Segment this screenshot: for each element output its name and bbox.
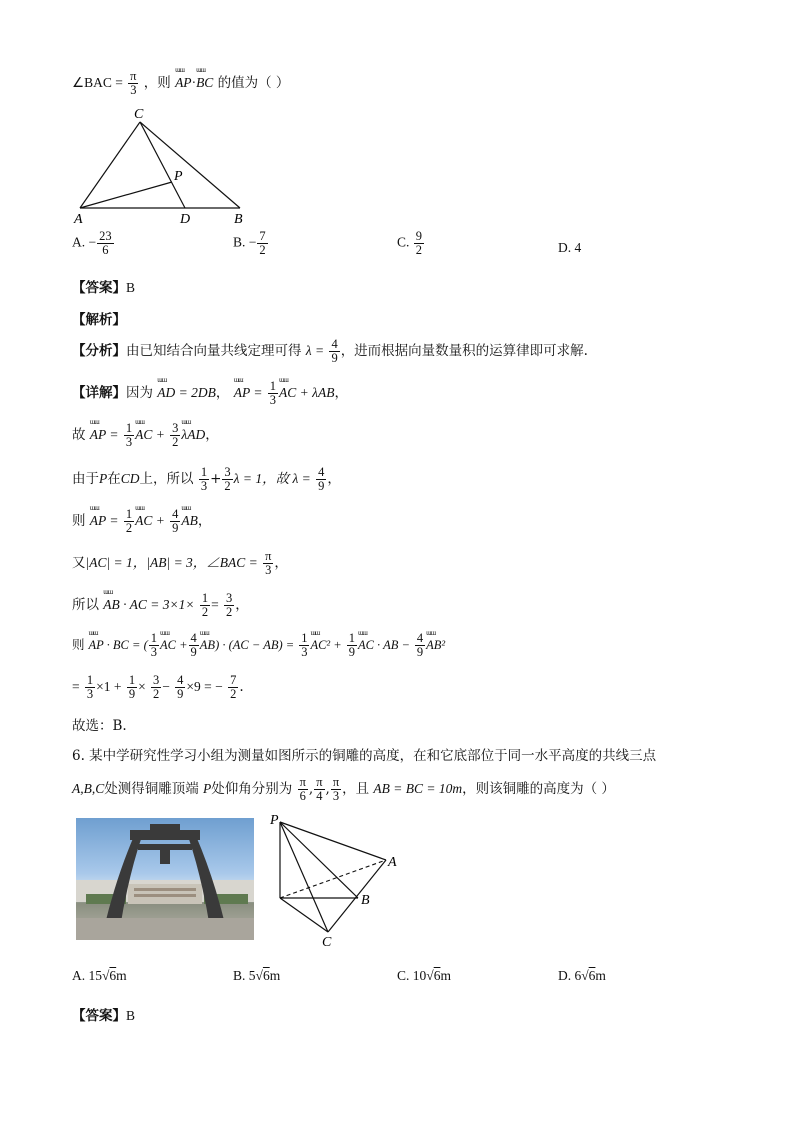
q5-detail-line-6 <box>72 592 249 619</box>
q6-stem-line-1: 6. 某中学研究性学习小组为测量如图所示的铜雕的高度，在和它底部位于同一水平高度的共线三点 <box>72 748 657 764</box>
q5-segment-ap <box>80 182 172 208</box>
q5-l3-f: λ = 1，故 λ = <box>233 471 311 486</box>
q5-detail-line-1 <box>72 380 348 407</box>
q5-detail-line-8 <box>72 674 244 701</box>
q5-l7-frac5: $\frac{4}{9}$ <box>416 631 424 659</box>
q6-label-a: A <box>388 855 397 870</box>
q5-l5-c: ， <box>274 555 288 571</box>
sculpture-photo <box>76 818 254 940</box>
q6-option-b[interactable]: B. 5√6m <box>233 968 281 983</box>
q5-segment-cd <box>140 122 185 208</box>
q6-l2-d: 处仰角分别为 <box>211 781 293 797</box>
q5-l8-a: = <box>72 679 80 694</box>
q5-fenxi-text: 由已知结合向量共线定理可得 <box>126 343 302 359</box>
q6-l2-g: ，则该铜雕的高度为（ ） <box>462 781 615 797</box>
q5-option-d-letter: D. <box>558 240 572 255</box>
q5-edge-cb <box>140 122 240 208</box>
q5-choose: 故选：B. <box>72 718 127 734</box>
q5-detail-tag: 【详解】 <box>72 385 126 401</box>
q5-option-d-text: 4 <box>574 240 582 255</box>
q5-l5-b: |AC| = 1，|AB| = 3，∠BAC = <box>85 555 258 570</box>
q5-l8-frac4: $\frac{4}{9}$ <box>177 673 184 701</box>
q5-l6-d: ， <box>235 597 249 613</box>
q6-option-b-coef: 5 <box>248 968 256 983</box>
q5-l5-a: 又 <box>72 555 86 571</box>
q6-base-ac <box>328 860 386 932</box>
q5-option-b-letter: B. <box>233 234 246 250</box>
q5-l6-frac1: $\frac{1}{2}$ <box>201 591 209 619</box>
q6-option-d-coef: 6 <box>574 968 582 983</box>
q5-fenxi <box>72 338 588 365</box>
q5-l6-a: 所以 <box>72 597 99 613</box>
q5-l7-d: ɯɯ AB) · (AC − AB) = <box>200 638 294 653</box>
q5-l8-b: ×1 + <box>96 679 122 694</box>
q5-l8-f: . <box>239 679 244 695</box>
q6-point-p: P <box>203 781 212 796</box>
q5-l4-d: ɯɯ AB <box>181 513 198 529</box>
q5-l8-frac2: $\frac{1}{9}$ <box>128 673 136 701</box>
q5-triangle-figure <box>70 102 260 228</box>
q6-points: A,B,C <box>72 781 105 796</box>
q5-l2-b: ɯɯ AP = <box>90 427 119 443</box>
q5-l4-c: ɯɯ AC + <box>135 513 165 529</box>
q6-label-p: P <box>270 813 279 828</box>
q6-option-c-coef: 10 <box>412 968 427 983</box>
q5-option-b-sign: − <box>248 234 257 250</box>
q6-stem-line-2: A,B,C处测得铜雕顶端 P处仰角分别为 $\frac{\pi}{6}$ , $\frac{\pi}{4}$ , $\frac{\pi}{3}$ ，且 AB = BC = 10m，则该铜雕的高度为（ ） <box>72 775 615 803</box>
q5-l6-b: ɯɯ AB · AC = 3×1× <box>103 597 194 613</box>
q5-l8-c: × <box>138 679 146 694</box>
q5-l6-c: = <box>211 597 219 612</box>
q6-angle-frac-3: $\frac{\pi}{3}$ <box>332 775 340 803</box>
q5-l5-frac: $\frac{\pi}{3}$ <box>265 549 272 577</box>
q5-l8-frac3: $\frac{3}{2}$ <box>153 673 160 701</box>
q5-answer <box>72 276 135 296</box>
q5-l4-a: 则 <box>72 513 86 529</box>
q5-l2-frac2: $\frac{3}{2}$ <box>172 421 179 449</box>
q5-l1-d: ɯɯ AP = <box>234 385 263 401</box>
q5-l7-f: ɯɯ AC · AB − <box>358 638 410 653</box>
q6-option-d-rad: 6 <box>588 968 596 983</box>
q5-l8-frac1: $\frac{1}{3}$ <box>86 673 94 701</box>
q6-edge-pa <box>280 822 386 860</box>
q5-l7-a: 则 <box>72 637 85 652</box>
q5-option-a-letter: A. <box>72 234 86 250</box>
q5-l7-c: ɯɯ AC + <box>160 638 188 653</box>
q6-option-c-letter: C. <box>397 968 410 983</box>
q5-l8-d: − <box>162 679 170 694</box>
q6-option-c-unit: m <box>440 968 451 983</box>
q5-l2-d: ɯɯ λAD <box>181 427 205 443</box>
q5-l4-b: ɯɯ AP = <box>90 513 119 529</box>
q5-stem-mid: ，则 <box>143 75 171 91</box>
q6-option-b-rad: 6 <box>262 968 270 983</box>
q6-answer-value: B <box>126 1008 136 1023</box>
q5-l1-f: ， <box>334 385 348 401</box>
q5-l7-frac4: $\frac{1}{9}$ <box>348 631 355 659</box>
q5-option-b-frac: $\frac{7}{2}$ <box>259 229 266 257</box>
q6-option-d-unit: m <box>595 968 606 983</box>
q5-l1-a: 因为 <box>126 385 153 401</box>
q5-l7-frac1: $\frac{1}{3}$ <box>150 631 157 659</box>
q5-label-d: D <box>180 212 191 227</box>
q6-angle-frac-1: $\frac{\pi}{6}$ <box>299 775 306 803</box>
q5-angle-frac: $\frac{\pi}{3}$ <box>130 69 137 97</box>
q6-option-c-rad: 6 <box>433 968 441 983</box>
q5-l1-frac: $\frac{1}{3}$ <box>269 379 276 407</box>
q6-answer-tag: 【答案】 <box>72 1008 126 1024</box>
q5-l7-frac3: $\frac{1}{3}$ <box>301 631 308 659</box>
q5-fenxi-tag: 【分析】 <box>72 343 126 359</box>
q5-l1-b: ɯɯ AD = 2DB <box>157 385 216 401</box>
q5-detail-line-3: 由于P在CD上，所以 $\frac{1}{3}$ + $\frac{3}{2}$ λ = 1，故 λ = $\frac{4}{9}$ ， <box>72 465 341 493</box>
q6-edge-pb <box>280 822 358 898</box>
q5-fenxi-lambda: λ = <box>305 343 325 358</box>
q5-answer-value: B <box>126 280 136 295</box>
q5-l8-frac5: $\frac{7}{2}$ <box>230 673 237 701</box>
q5-option-c-letter: C. <box>397 234 410 250</box>
q5-detail-line-5 <box>72 550 288 577</box>
q5-option-d[interactable] <box>558 240 581 256</box>
q6-option-b-unit: m <box>269 968 281 983</box>
q5-l1-c: ， <box>215 385 230 401</box>
q5-answer-tag: 【答案】 <box>72 280 126 296</box>
q5-l3-frac1: $\frac{1}{3}$ <box>200 465 208 493</box>
q5-l2-a: 故 <box>72 427 86 443</box>
q5-l3-e: 上，所以 <box>139 471 194 487</box>
q5-l3-g: ， <box>327 471 341 487</box>
q5-l8-e: ×9 = − <box>186 679 223 694</box>
q5-fenxi-tail: ，进而根据向量数量积的运算律即可求解. <box>340 343 588 359</box>
q6-label-c: C <box>322 935 332 950</box>
q5-l6-frac2: $\frac{3}{2}$ <box>225 591 233 619</box>
sculpture-photo-drawing <box>76 818 254 940</box>
q5-option-c-frac: $\frac{9}{2}$ <box>415 229 423 257</box>
q6-answer <box>72 1004 135 1024</box>
q5-l2-frac1: $\frac{1}{3}$ <box>125 421 133 449</box>
q5-l3-frac3: $\frac{4}{9}$ <box>318 465 325 493</box>
q5-angle: ∠BAC = <box>72 75 123 90</box>
q5-detail-line-2 <box>72 422 219 449</box>
q6-label-b: B <box>361 893 370 908</box>
q6-option-d-letter: D. <box>558 968 572 983</box>
q6-distance: AB = BC = 10m <box>373 781 463 796</box>
q5-l3-d: CD <box>120 471 140 486</box>
q5-l7-frac2: $\frac{4}{9}$ <box>190 631 197 659</box>
q5-stem-suffix: 的值为（ ） <box>217 75 290 91</box>
q6-angle-frac-2: $\frac{\pi}{4}$ <box>316 775 323 803</box>
q5-l2-e: ， <box>205 427 219 443</box>
q6-option-a-letter: A. <box>72 968 86 983</box>
q5-l3-a: 由于 <box>72 471 99 487</box>
q5-l4-e: ， <box>197 513 212 529</box>
q6-l2-e: ，且 <box>342 781 370 797</box>
q5-label-b: B <box>234 212 243 227</box>
q5-label-c: C <box>134 107 144 122</box>
q5-l4-frac2: $\frac{4}{9}$ <box>172 507 179 535</box>
q5-analysis-tag: 【解析】 <box>72 312 126 328</box>
q5-vec-ap: ɯɯ AP <box>175 75 192 91</box>
q5-option-b[interactable] <box>233 230 269 257</box>
q5-stem <box>72 70 289 97</box>
q6-option-a-rad: 6 <box>109 968 117 983</box>
q6-option-c[interactable]: C. 10√6m <box>397 968 451 983</box>
q5-label-p: P <box>174 169 183 184</box>
q6-option-d[interactable]: D. 6√6m <box>558 968 606 983</box>
q5-l7-e: ɯɯ AC² + <box>310 638 341 653</box>
q5-fenxi-frac: $\frac{4}{9}$ <box>331 337 338 365</box>
q6-option-a-unit: m <box>116 968 127 983</box>
q5-option-a-sign: − <box>88 234 97 250</box>
q5-detail-line-7 <box>72 632 445 659</box>
q5-l2-c: ɯɯ AC + <box>135 427 165 443</box>
q6-option-a-coef: 15 <box>88 968 102 983</box>
q5-l7-g: ɯɯ AB² <box>426 638 445 653</box>
q6-option-a[interactable]: A. 15√6m <box>72 968 127 983</box>
q5-option-a[interactable] <box>72 230 115 257</box>
q6-option-b-letter: B. <box>233 968 246 983</box>
q5-l3-b: P <box>99 471 108 486</box>
q5-option-c[interactable] <box>397 230 425 257</box>
q5-detail-line-4 <box>72 508 211 535</box>
q5-l3-c: 在 <box>107 471 121 487</box>
q5-dot: · <box>191 75 197 90</box>
q5-option-a-frac: $\frac{23}{6}$ <box>99 229 112 257</box>
q6-l2-b: 处测得铜雕顶端 <box>104 781 199 797</box>
q5-vec-bc: ɯɯ BC <box>196 75 213 91</box>
q5-edge-ac <box>80 122 140 208</box>
q6-geometry-figure <box>264 812 404 952</box>
q5-l7-b: ɯɯ AP · BC = ( <box>89 638 148 653</box>
q5-l1-e: ɯɯ AC + λAB <box>279 385 334 401</box>
q5-l4-frac1: $\frac{1}{2}$ <box>125 507 133 535</box>
q5-l3-frac2: $\frac{3}{2}$ <box>224 465 231 493</box>
q5-label-a: A <box>74 212 83 227</box>
